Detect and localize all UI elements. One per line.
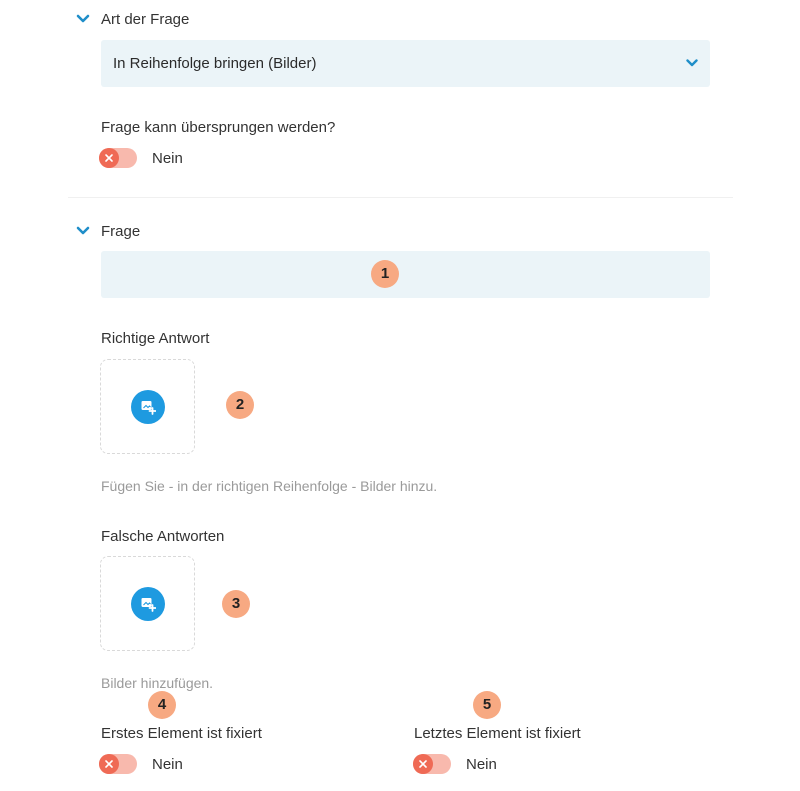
toggle-knob [99,754,119,774]
correct-answer-hint: Fügen Sie - in der richtigen Reihenfolge - Bilder hinzu. [101,478,438,494]
section-question-type [0,0,800,197]
first-fixed-toggle[interactable] [99,754,137,774]
close-icon [418,759,428,769]
close-icon [104,153,114,163]
correct-answer-label: Richtige Antwort [101,330,210,347]
first-fixed-toggle-value: Nein [152,756,183,773]
section-title-question: Frage [101,223,141,240]
section-divider [68,197,733,198]
toggle-knob [413,754,433,774]
add-image-icon [140,399,156,415]
wrong-answers-hint: Bilder hinzufügen. [101,675,214,691]
wrong-answers-label: Falsche Antworten [101,528,225,545]
first-fixed-label: Erstes Element ist fixiert [101,725,262,742]
annotation-badge-3: 3 [222,590,250,618]
add-image-button[interactable] [131,390,165,424]
chevron-down-icon[interactable] [76,226,90,236]
skip-toggle[interactable] [99,148,137,168]
skip-toggle-value: Nein [152,150,183,167]
annotation-badge-2: 2 [226,391,254,419]
annotation-badge-1: 1 [371,260,399,288]
skip-label: Frage kann übersprungen werden? [101,119,336,136]
wrong-answers-drop-zone[interactable] [100,556,195,651]
question-text-input[interactable] [101,251,710,298]
last-fixed-toggle-value: Nein [466,756,497,773]
add-image-icon [140,596,156,612]
annotation-badge-5: 5 [473,691,501,719]
add-image-button[interactable] [131,587,165,621]
last-fixed-toggle[interactable] [413,754,451,774]
chevron-down-icon [686,59,698,68]
annotation-badge-4: 4 [148,691,176,719]
chevron-down-icon[interactable] [76,14,90,24]
last-fixed-label: Letztes Element ist fixiert [414,725,581,742]
section-title-question-type: Art der Frage [101,11,190,28]
question-type-selected-value: In Reihenfolge bringen (Bilder) [113,55,317,72]
close-icon [104,759,114,769]
toggle-knob [99,148,119,168]
correct-answer-drop-zone[interactable] [100,359,195,454]
question-type-select[interactable] [101,40,710,87]
